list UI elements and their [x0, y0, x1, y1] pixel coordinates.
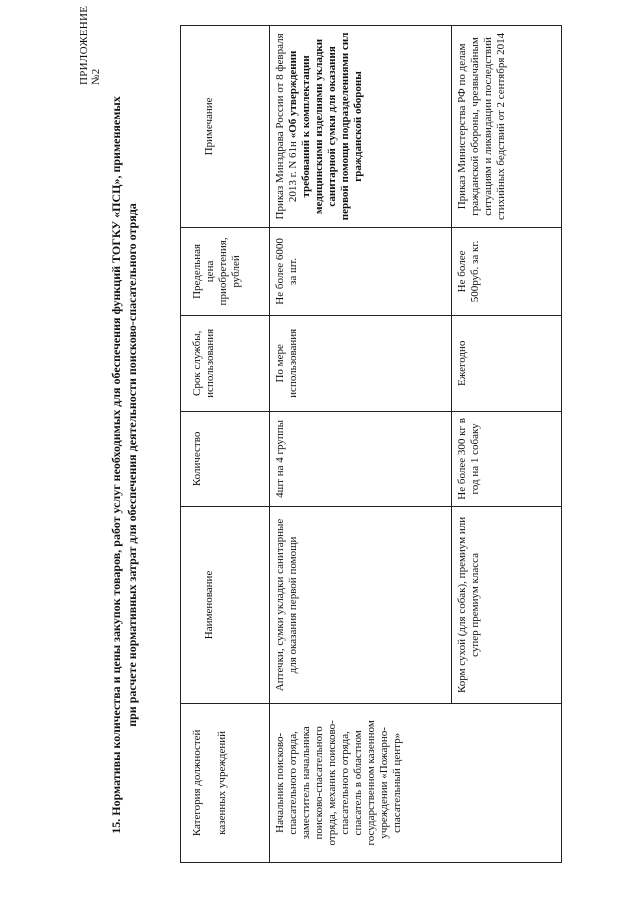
- item-quantity: Не более 300 кг в год на 1 собаку: [452, 411, 562, 507]
- note-prefix: Приказ Министерства РФ по делам гражданской обороны, чрезвычайным ситуациям и ликвидации последствий стихийных бедствий от 2 сентября 2014: [456, 32, 507, 220]
- item-name: Корм сухой (для собак), премиум или супер премиум класса: [452, 507, 562, 704]
- item-service-life: По мере использования: [270, 316, 452, 412]
- item-note: [270, 26, 452, 228]
- category-cell: Начальник поисково-спасательного отряда, заместитель начальника поисково-спасательного отряда, механик поисково-спасательного отряда, спасатель в областном государственном казенном учреждении «Пожарно-спасательный центр»: [270, 703, 562, 862]
- item-quantity: 4шт на 4 группы: [270, 411, 452, 507]
- header-service-life: Срок службы, использования: [181, 316, 270, 412]
- norms-table: [180, 25, 562, 863]
- item-name: Аптечки, сумки укладки санитарные для оказания первой помощи: [270, 507, 452, 704]
- header-note: Примечание: [181, 26, 270, 228]
- note-bold: «Об утверждении требований к комплектации медицинскими изделиями укладки санитарной сумки для оказания первой помощи подразделениями сил гражданской обороны: [287, 32, 364, 221]
- note-prefix: Приказ Минздрава России от 8 февраля 2013 г. N 61н: [274, 33, 299, 220]
- header-category-line-1: Категория должностей: [191, 729, 203, 837]
- header-category: [181, 703, 270, 862]
- table-header-row: [181, 26, 270, 863]
- header-quantity: Количество: [181, 411, 270, 507]
- title-line-2: при расчете нормативных затрат для обеспечения деятельности поисково-спасательного отряда: [125, 203, 139, 727]
- header-max-price: Предельная цена приобретения, рублей: [181, 227, 270, 315]
- item-service-life: Ежегодно: [452, 316, 562, 412]
- item-max-price: Не более 500руб. за кг.: [452, 227, 562, 315]
- header-category-line-2: казенных учреждений: [216, 730, 228, 835]
- appendix-label: ПРИЛОЖЕНИЕ №2: [78, 5, 102, 85]
- document-title: [108, 85, 140, 845]
- header-name: Наименование: [181, 507, 270, 704]
- table-row: [270, 26, 452, 863]
- item-max-price: Не более 6000 за шт.: [270, 227, 452, 315]
- item-note: [452, 26, 562, 228]
- title-line-1: 15. Нормативы количества и цены закупок товаров, работ услуг необходимых для обеспечения функций ТОГКУ «ПСЦ», применяемых: [109, 96, 123, 834]
